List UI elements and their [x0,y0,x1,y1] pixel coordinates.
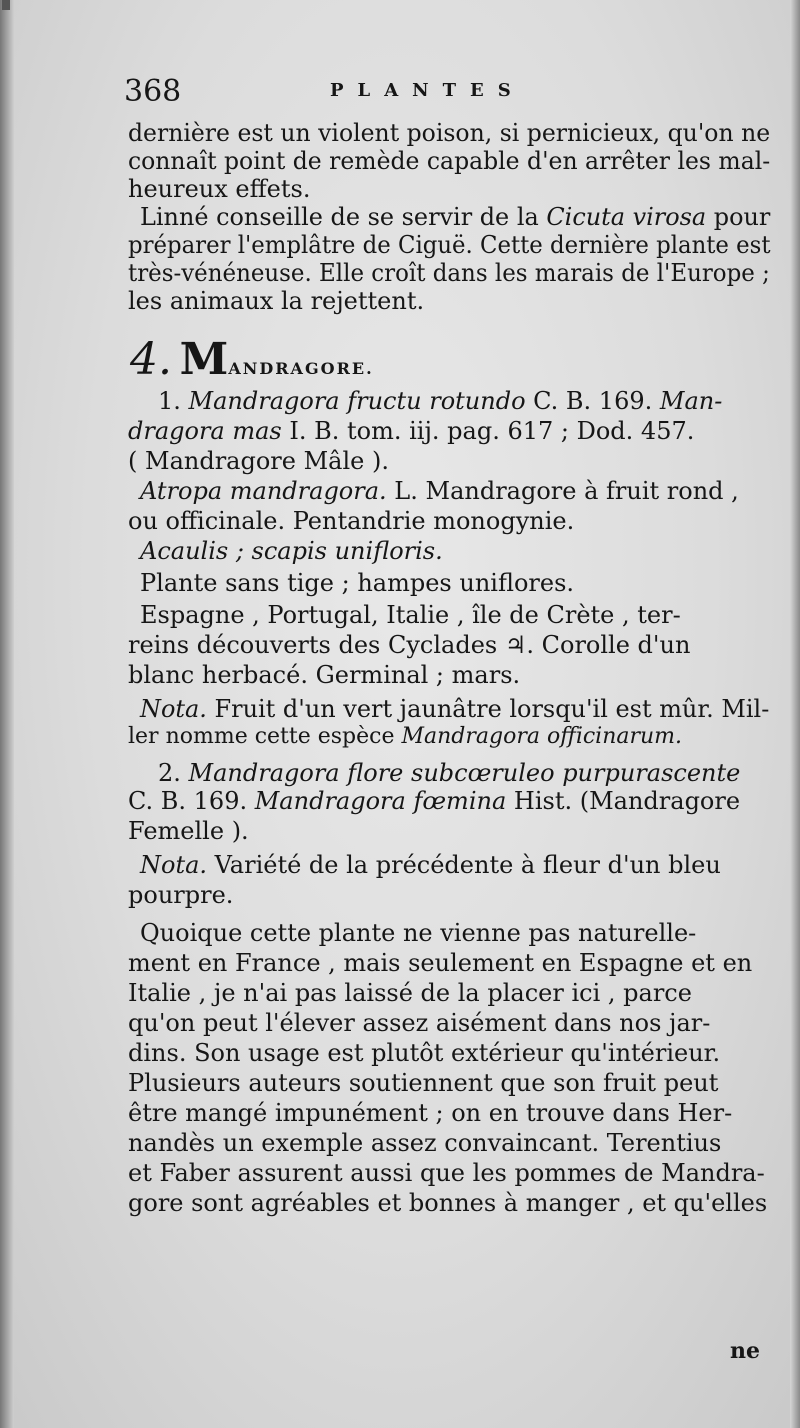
text-line: préparer l'emplâtre de Ciguë. Cette dernière plante est [128,231,771,259]
paragraph-line: Plusieurs auteurs soutiennent que son fruit peut [128,1069,719,1097]
entry-line: C. B. 169. Mandragora fœmina Hist. (Mandragore [128,787,741,815]
page-edge-right [790,0,800,1428]
entry-line: blanc herbacé. Germinal ; mars. [128,661,521,689]
paragraph-line: gore sont agréables et bonnes à manger , et qu'elles [128,1189,768,1217]
entry-line: Espagne , Portugal, Italie , île de Crète , ter- [140,601,681,629]
paragraph-line: Quoique cette plante ne vienne pas naturelle- [140,919,697,947]
page-edge-left [0,0,14,1428]
nota-line: Nota. Fruit d'un vert jaunâtre lorsqu'il est mûr. Mil- [140,695,770,723]
page-number: 368 [124,74,182,109]
paragraph-line: Italie , je n'ai pas laissé de la placer ici , parce [128,979,692,1007]
text-line: heureux effets. [128,175,311,203]
running-title: PLANTES [330,80,525,101]
entry-line: ( Mandragore Mâle ). [128,447,389,475]
catchword: ne [730,1338,760,1364]
section-heading: 4. MANDRAGORE. [130,334,374,385]
nota-line: pourpre. [128,881,234,909]
paragraph-line: nandès un exemple assez convaincant. Terentius [128,1129,722,1157]
nota-line: ler nomme cette espèce Mandragora officinarum. [128,724,683,749]
entry-line: dragora mas I. B. tom. iij. pag. 617 ; Dod. 457. [128,417,695,445]
entry-line: Femelle ). [128,817,249,845]
entry-line: 2. Mandragora flore subcœruleo purpurascente [158,759,741,787]
corner-mark [2,0,10,10]
entry-line: Acaulis ; scapis unifloris. [140,537,443,565]
paragraph-line: et Faber assurent aussi que les pommes de Mandra- [128,1159,765,1187]
entry-line: ou officinale. Pentandrie monogynie. [128,507,575,535]
entry-line: reins découverts des Cyclades ♃. Corolle d'un [128,631,691,659]
paragraph-line: ment en France , mais seulement en Espagne et en [128,949,753,977]
text-line: très-vénéneuse. Elle croît dans les marais de l'Europe ; [128,259,770,287]
entry-line: Atropa mandragora. L. Mandragore à fruit rond , [140,477,739,505]
paragraph-line: qu'on peut l'élever assez aisément dans nos jar- [128,1009,711,1037]
text-line: les animaux la rejettent. [128,287,425,315]
entry-line: 1. Mandragora fructu rotundo C. B. 169. Man- [158,387,723,415]
text-line: Linné conseille de se servir de la Cicuta virosa pour [140,203,771,231]
entry-line: Plante sans tige ; hampes uniflores. [140,569,575,597]
text-line: connaît point de remède capable d'en arrêter les mal- [128,147,771,175]
nota-line: Nota. Variété de la précédente à fleur d'un bleu [140,851,721,879]
text-line: dernière est un violent poison, si pernicieux, qu'on ne [128,119,771,147]
paragraph-line: dins. Son usage est plutôt extérieur qu'intérieur. [128,1039,721,1067]
paragraph-line: être mangé impunément ; on en trouve dans Her- [128,1099,733,1127]
